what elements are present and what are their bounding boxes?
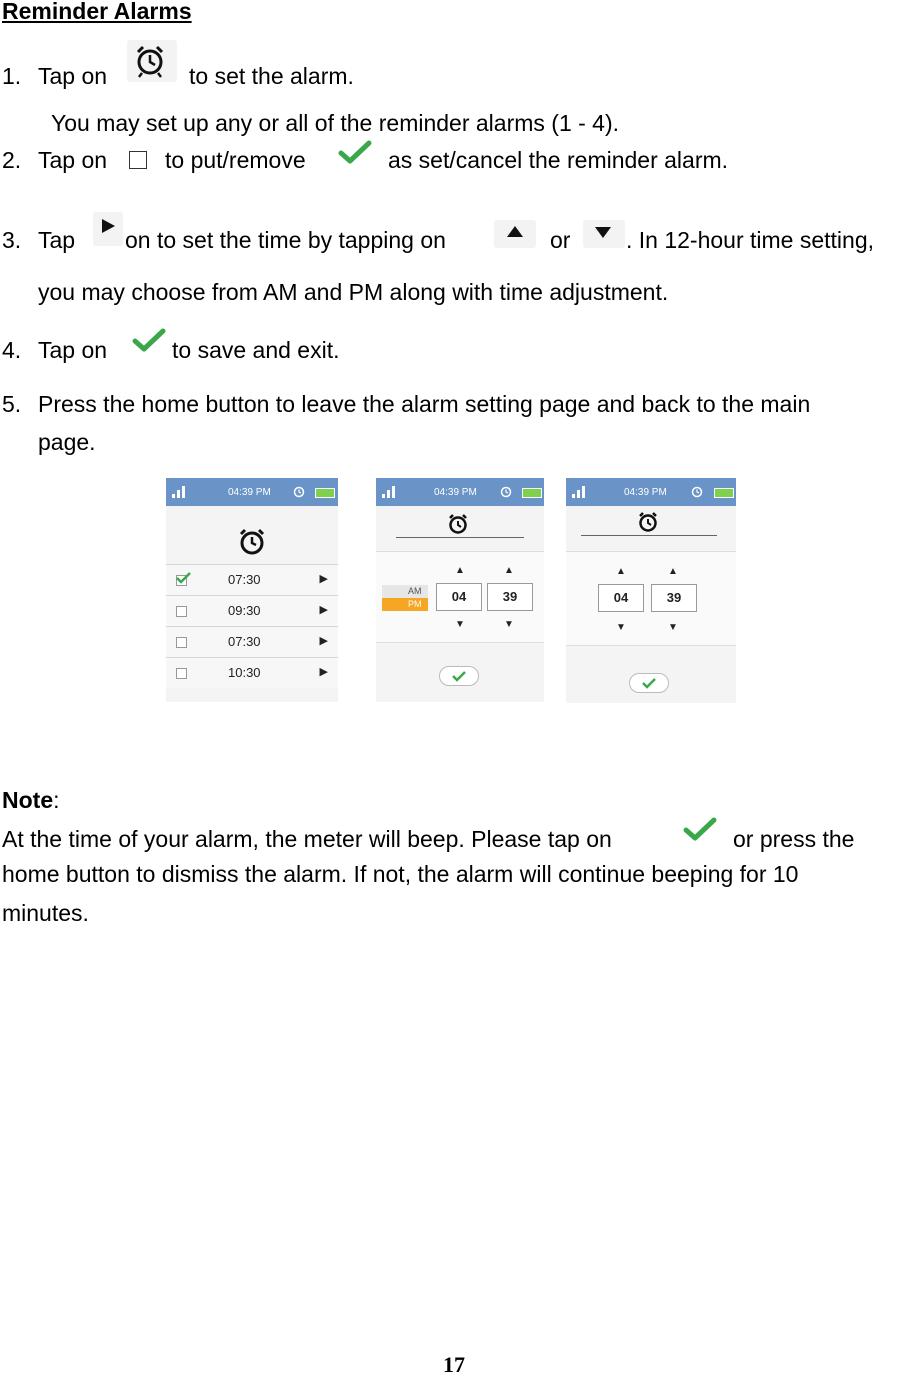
battery-icon bbox=[315, 488, 335, 498]
play-arrow-icon bbox=[93, 212, 123, 246]
minute-field[interactable]: 39 bbox=[487, 583, 533, 611]
play-arrow-icon[interactable]: ▶ bbox=[319, 635, 328, 647]
step-5-number: 5. bbox=[2, 391, 22, 417]
checkbox[interactable] bbox=[176, 606, 187, 617]
hour-up-icon[interactable]: ▲ bbox=[616, 566, 626, 577]
step-2-after: as set/cancel the reminder alarm. bbox=[388, 147, 729, 173]
checkmark-icon bbox=[129, 326, 169, 356]
status-time: 04:39 PM bbox=[434, 487, 477, 498]
hour-up-icon[interactable]: ▲ bbox=[455, 565, 465, 576]
signal-icon bbox=[382, 486, 396, 498]
note-line-1b: or press the bbox=[733, 826, 855, 852]
divider bbox=[581, 535, 717, 536]
alarm-status-icon bbox=[500, 486, 512, 498]
alarm-time: 07:30 bbox=[228, 572, 261, 587]
page-number: 17 bbox=[443, 1352, 465, 1377]
step-1-number: 1. bbox=[2, 63, 22, 89]
note-label bbox=[2, 786, 60, 814]
alarm-time: 07:30 bbox=[228, 634, 261, 649]
time-picker bbox=[376, 551, 544, 643]
confirm-button[interactable] bbox=[439, 666, 479, 686]
battery-icon bbox=[522, 488, 542, 498]
alarm-status-icon bbox=[691, 486, 703, 498]
step-5-line1: Press the home button to leave the alarm setting page and back to the main bbox=[38, 391, 811, 417]
battery-icon bbox=[714, 488, 734, 498]
minute-up-icon[interactable]: ▲ bbox=[504, 565, 514, 576]
play-arrow-icon[interactable]: ▶ bbox=[319, 604, 328, 616]
minute-field[interactable]: 39 bbox=[651, 584, 697, 612]
status-bar bbox=[376, 478, 544, 506]
step-3-middle: on to set the time by tapping on bbox=[125, 227, 446, 253]
alarm-list-screen bbox=[166, 478, 338, 702]
step-3-number: 3. bbox=[2, 227, 22, 253]
up-triangle-icon bbox=[494, 220, 536, 248]
alarm-clock-icon bbox=[127, 40, 177, 82]
note-colon: : bbox=[53, 787, 60, 813]
alarm-row[interactable] bbox=[166, 657, 338, 688]
signal-icon bbox=[172, 486, 186, 498]
checkmark-icon bbox=[440, 667, 478, 685]
checkmark-icon bbox=[335, 138, 375, 168]
step-2-number: 2. bbox=[2, 147, 22, 173]
step-4-after: to save and exit. bbox=[172, 337, 340, 363]
section-heading: Reminder Alarms bbox=[2, 0, 192, 24]
alarm-row[interactable] bbox=[166, 595, 338, 626]
step-2-before: Tap on bbox=[38, 147, 108, 173]
hour-down-icon[interactable]: ▼ bbox=[616, 622, 626, 633]
checkbox-icon bbox=[129, 151, 147, 169]
checkmark-icon bbox=[630, 674, 668, 692]
step-3-before: Tap bbox=[38, 227, 76, 253]
step-3-after: . In 12-hour time setting, bbox=[626, 227, 875, 253]
time-setting-screen bbox=[566, 478, 736, 703]
play-arrow-icon[interactable]: ▶ bbox=[319, 573, 328, 585]
step-1-sub: You may set up any or all of the reminder alarms (1 - 4). bbox=[51, 110, 620, 136]
checkmark-icon bbox=[680, 815, 720, 845]
step-2-middle: to put/remove bbox=[165, 147, 306, 173]
alarm-row[interactable] bbox=[166, 626, 338, 657]
note-line-3: minutes. bbox=[2, 900, 89, 926]
alarm-clock-icon bbox=[636, 510, 660, 534]
note-title: Note bbox=[2, 787, 54, 813]
note-line-1a: At the time of your alarm, the meter will beep. Please tap on bbox=[2, 826, 612, 852]
step-1-after: to set the alarm. bbox=[189, 63, 354, 89]
step-4-before: Tap on bbox=[38, 337, 108, 363]
alarm-time: 09:30 bbox=[228, 603, 261, 618]
alarm-time: 10:30 bbox=[228, 665, 261, 680]
checkbox[interactable] bbox=[176, 637, 187, 648]
am-option[interactable]: AM bbox=[382, 585, 428, 598]
alarm-status-icon bbox=[293, 486, 305, 498]
step-4-number: 4. bbox=[2, 337, 22, 363]
hour-down-icon[interactable]: ▼ bbox=[455, 619, 465, 630]
step-3-or: or bbox=[550, 227, 571, 253]
divider bbox=[396, 537, 524, 538]
hour-field[interactable]: 04 bbox=[436, 583, 482, 611]
minute-down-icon[interactable]: ▼ bbox=[504, 619, 514, 630]
step-1-before: Tap on bbox=[38, 63, 108, 89]
time-picker bbox=[566, 551, 736, 646]
status-bar bbox=[566, 478, 736, 506]
minute-up-icon[interactable]: ▲ bbox=[668, 566, 678, 577]
status-bar bbox=[166, 478, 338, 506]
hour-field[interactable]: 04 bbox=[598, 584, 644, 612]
note-line-2: home button to dismiss the alarm. If not, the alarm will continue beeping for 10 bbox=[2, 861, 799, 887]
confirm-button[interactable] bbox=[629, 673, 669, 693]
play-arrow-icon[interactable]: ▶ bbox=[319, 666, 328, 678]
pm-option[interactable]: PM bbox=[382, 598, 428, 611]
alarm-row[interactable] bbox=[166, 564, 338, 595]
checkbox[interactable] bbox=[176, 668, 187, 679]
step-3-line2: you may choose from AM and PM along with time adjustment. bbox=[38, 279, 669, 305]
down-triangle-icon bbox=[583, 220, 625, 248]
step-5-line2: page. bbox=[38, 429, 96, 455]
alarm-clock-icon bbox=[236, 526, 268, 558]
status-time: 04:39 PM bbox=[624, 487, 667, 498]
signal-icon bbox=[572, 486, 586, 498]
alarm-clock-icon bbox=[446, 512, 470, 536]
time-setting-12h-screen bbox=[376, 478, 544, 702]
checkmark-icon bbox=[174, 571, 192, 585]
minute-down-icon[interactable]: ▼ bbox=[668, 622, 678, 633]
status-time: 04:39 PM bbox=[228, 487, 271, 498]
